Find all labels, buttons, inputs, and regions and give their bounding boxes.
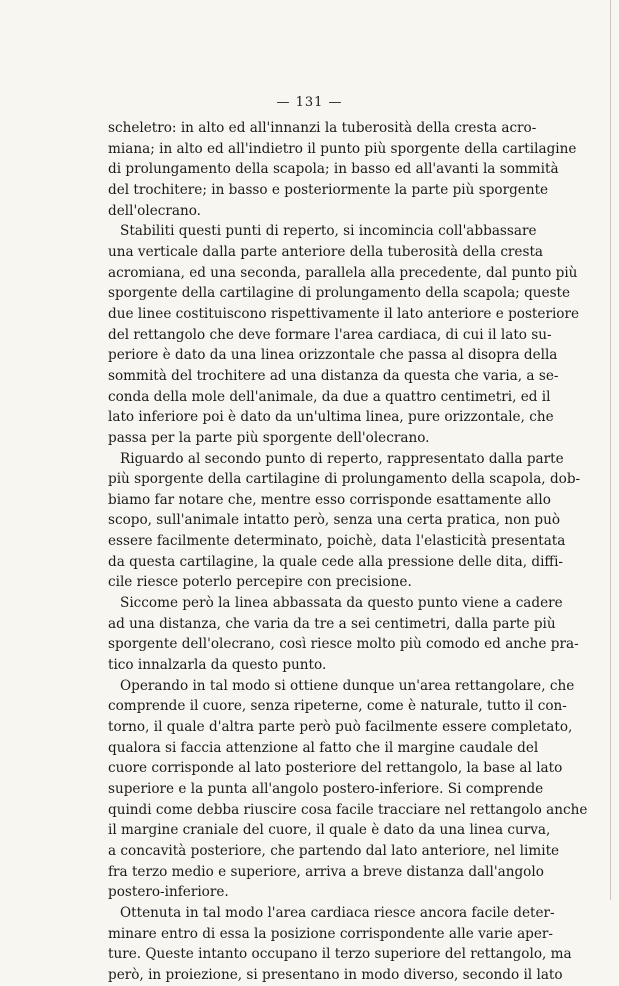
- page-edge-rule: [610, 0, 611, 900]
- text-line: qualora si faccia attenzione al fatto che il margine caudale del: [108, 739, 539, 756]
- text-line: più sporgente della cartilagine di prolungamento della scapola, dob-: [108, 471, 581, 488]
- text-line: Ottenuta in tal modo l'area cardiaca riesce ancora facile deter-: [120, 904, 555, 921]
- text-line: dell'olecrano.: [108, 202, 201, 219]
- text-line: quindi come debba riuscire cosa facile tracciare nel rettangolo anche: [108, 801, 588, 818]
- text-line: però, in proiezione, si presentano in modo diverso, secondo il lato: [108, 966, 563, 983]
- text-line: ad una distanza, che varia da tre a sei centimetri, dalla parte più: [108, 615, 556, 632]
- text-line: sporgente della cartilagine di prolungamento della scapola; queste: [108, 285, 571, 302]
- text-line: del trochitere; in basso e posteriormente la parte più sporgente: [108, 181, 549, 198]
- text-line: superiore e la punta all'angolo postero-inferiore. Si comprende: [108, 781, 544, 797]
- text-line: miana; in alto ed all'indietro il punto più sporgente della cartilagine: [108, 140, 577, 157]
- text-line: due linee costituiscono rispettivamente il lato anteriore e posteriore: [108, 305, 580, 322]
- text-line: Siccome però la linea abbassata da questo punto viene a cadere: [120, 595, 563, 612]
- body-text: [108, 118, 588, 986]
- text-line: del rettangolo che deve formare l'area cardiaca, di cui il lato su-: [108, 326, 552, 343]
- text-line: periore è dato da una linea orizzontale che passa al disopra della: [108, 347, 558, 364]
- text-line: biamo far notare che, mentre esso corrisponde esattamente allo: [108, 491, 551, 508]
- text-line: conda della mole dell'animale, da due a quattro centimetri, ed il: [108, 388, 551, 405]
- text-line: una verticale dalla parte anteriore della tuberosità della cresta: [108, 243, 544, 260]
- text-line: sporgente dell'olecrano, così riesce molto più comodo ed anche pra-: [108, 636, 579, 653]
- text-line: Operando in tal modo si ottiene dunque un'area rettangolare, che: [120, 677, 575, 694]
- text-line: cuore corrisponde al lato posteriore del rettangolo, la base al lato: [108, 760, 563, 777]
- text-line: scheletro: in alto ed all'innanzi la tuberosità della cresta acro-: [108, 120, 537, 136]
- text-line: comprende il cuore, senza ripeterne, come è naturale, tutto il con-: [108, 698, 567, 715]
- text-line: acromiana, ed una seconda, parallela alla precedente, dal punto più: [108, 264, 578, 281]
- text-line: a concavità posteriore, che partendo dal lato anteriore, nel limite: [108, 842, 560, 859]
- text-line: cile riesce poterlo percepire con precisione.: [108, 574, 412, 591]
- page-number: — 131 —: [276, 95, 343, 110]
- text-line: essere facilmente determinato, poichè, data l'elasticità presentata: [108, 533, 566, 550]
- text-line: sommità del trochitere ad una distanza da questa che varia, a se-: [108, 367, 559, 384]
- text-line: torno, il quale d'altra parte però può facilmente essere completato,: [108, 719, 573, 736]
- text-line: minare entro di essa la posizione corrispondente alle varie aper-: [108, 925, 554, 942]
- text-line: postero-inferiore.: [108, 884, 229, 901]
- text-line: di prolungamento della scapola; in basso ed all'avanti la sommità: [108, 161, 559, 178]
- text-line: ture. Queste intanto occupano il terzo superiore del rettangolo, ma: [108, 946, 572, 963]
- text-line: passa per la parte più sporgente dell'olecrano.: [108, 429, 430, 446]
- text-line: scopo, sull'animale intatto però, senza una certa pratica, non può: [108, 512, 561, 529]
- text-line: lato inferiore poi è dato da un'ultima linea, pure orizzontale, che: [108, 409, 554, 426]
- text-line: tico innalzarla da questo punto.: [108, 657, 327, 674]
- text-line: Stabiliti questi punti di reperto, si incomincia coll'abbassare: [120, 223, 537, 240]
- text-line: il margine craniale del cuore, il quale è dato da una linea curva,: [108, 822, 551, 839]
- text-line: da questa cartilagine, la quale cede alla pressione delle dita, diffi-: [108, 553, 564, 570]
- text-line: fra terzo medio e superiore, arriva a breve distanza dall'angolo: [108, 863, 544, 880]
- text-line: Riguardo al secondo punto di reperto, rappresentato dalla parte: [120, 450, 564, 467]
